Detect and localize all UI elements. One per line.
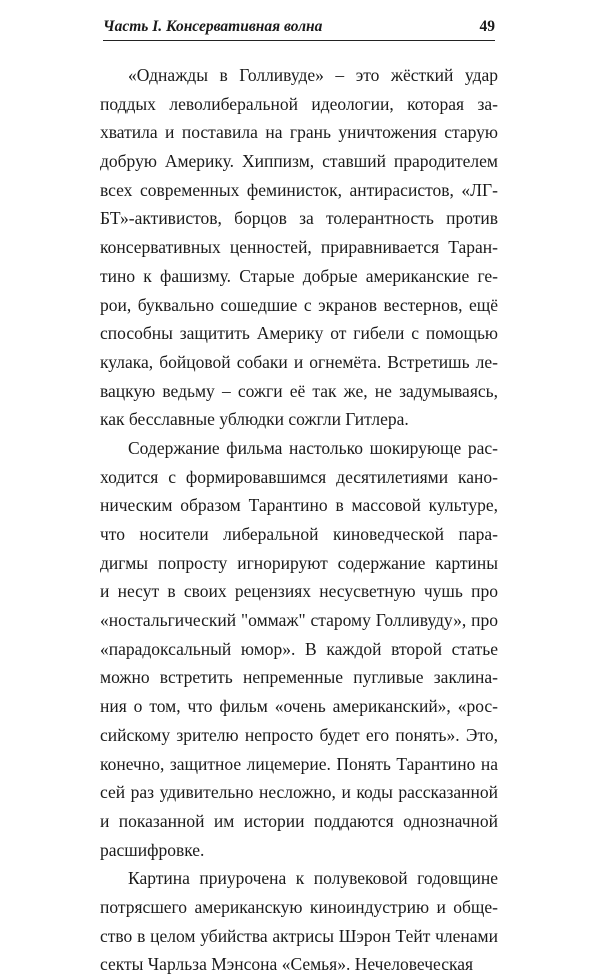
text-line: хватила и поставила на грань уничтожения старую [100, 122, 498, 143]
text-line: и показанной им истории поддаются однозначной [100, 810, 498, 831]
text-line: ходится с формировавшимся десятилетиями кано- [100, 466, 498, 487]
text-line: добрую Америку. Хиппизм, ставший прародителем [100, 151, 498, 172]
running-header [103, 18, 495, 36]
text-line: расшифровке. [100, 839, 205, 860]
text-line: потрясшего американскую киноиндустрию и обще- [100, 896, 498, 917]
text-line: рои, буквально сошедшие с экранов вестернов, ещё [100, 294, 498, 315]
text-line: дигмы попросту игнорируют содержание картины [100, 552, 498, 573]
text-line: как бесславные ублюдки сожгли Гитлера. [100, 409, 409, 430]
text-line: консервативных ценностей, приравнивается Таран- [100, 237, 498, 258]
text-line: ническим образом Тарантино в массовой культуре, [100, 495, 498, 516]
text-line: ство в целом убийства актрисы Шэрон Тейт членами [100, 925, 498, 946]
text-line: конечно, защитное лицемерие. Понять Тарантино на [100, 753, 498, 774]
text-line: сийскому зрителю непросто будет его понять». Это, [100, 724, 498, 745]
text-line: тино к фашизму. Старые добрые американские ге- [100, 265, 498, 286]
header-rule [103, 40, 495, 41]
text-line: «Однажды в Голливуде» – это жёсткий удар [128, 65, 498, 85]
text-line: способны защитить Америку от гибели с помощью [100, 323, 498, 344]
text-line: и несут в своих рецензиях несусветную чушь про [100, 581, 498, 602]
text-line: кулака, бойцовой собаки и огнемёта. Встретишь ле- [100, 351, 498, 372]
text-line: можно встретить непременные пугливые заклина- [100, 667, 498, 688]
text-line: поддых леволиберальной идеологии, которая за- [100, 93, 498, 114]
text-line: БТ»-активистов, борцов за толерантность против [100, 208, 498, 229]
text-line: что носители либеральной киноведческой пара- [100, 524, 498, 544]
text-line: Картина приурочена к полувековой годовщине [128, 868, 498, 889]
text-line: Содержание фильма настолько шокирующе рас- [128, 437, 498, 458]
body-text [100, 61, 498, 979]
text-line: сей раз удивительно несложно, и коды рассказанной [100, 782, 498, 803]
text-line: вацкую ведьму – сожги её так же, не задумываясь, [100, 380, 498, 401]
page-number: 49 [479, 18, 495, 35]
chapter-title: Часть I. Консервативная волна [103, 18, 323, 35]
text-line: всех современных феминисток, антирасистов, «ЛГ- [100, 179, 498, 200]
text-line: секты Чарльза Мэнсона «Семья». Нечеловеческая [100, 954, 474, 975]
text-line: «ностальгический "оммаж" старому Голливуду», про [100, 610, 498, 631]
text-line: «парадоксальный юмор». В каждой второй статье [100, 638, 498, 659]
text-line: ния о том, что фильм «очень американский», «рос- [100, 696, 498, 717]
